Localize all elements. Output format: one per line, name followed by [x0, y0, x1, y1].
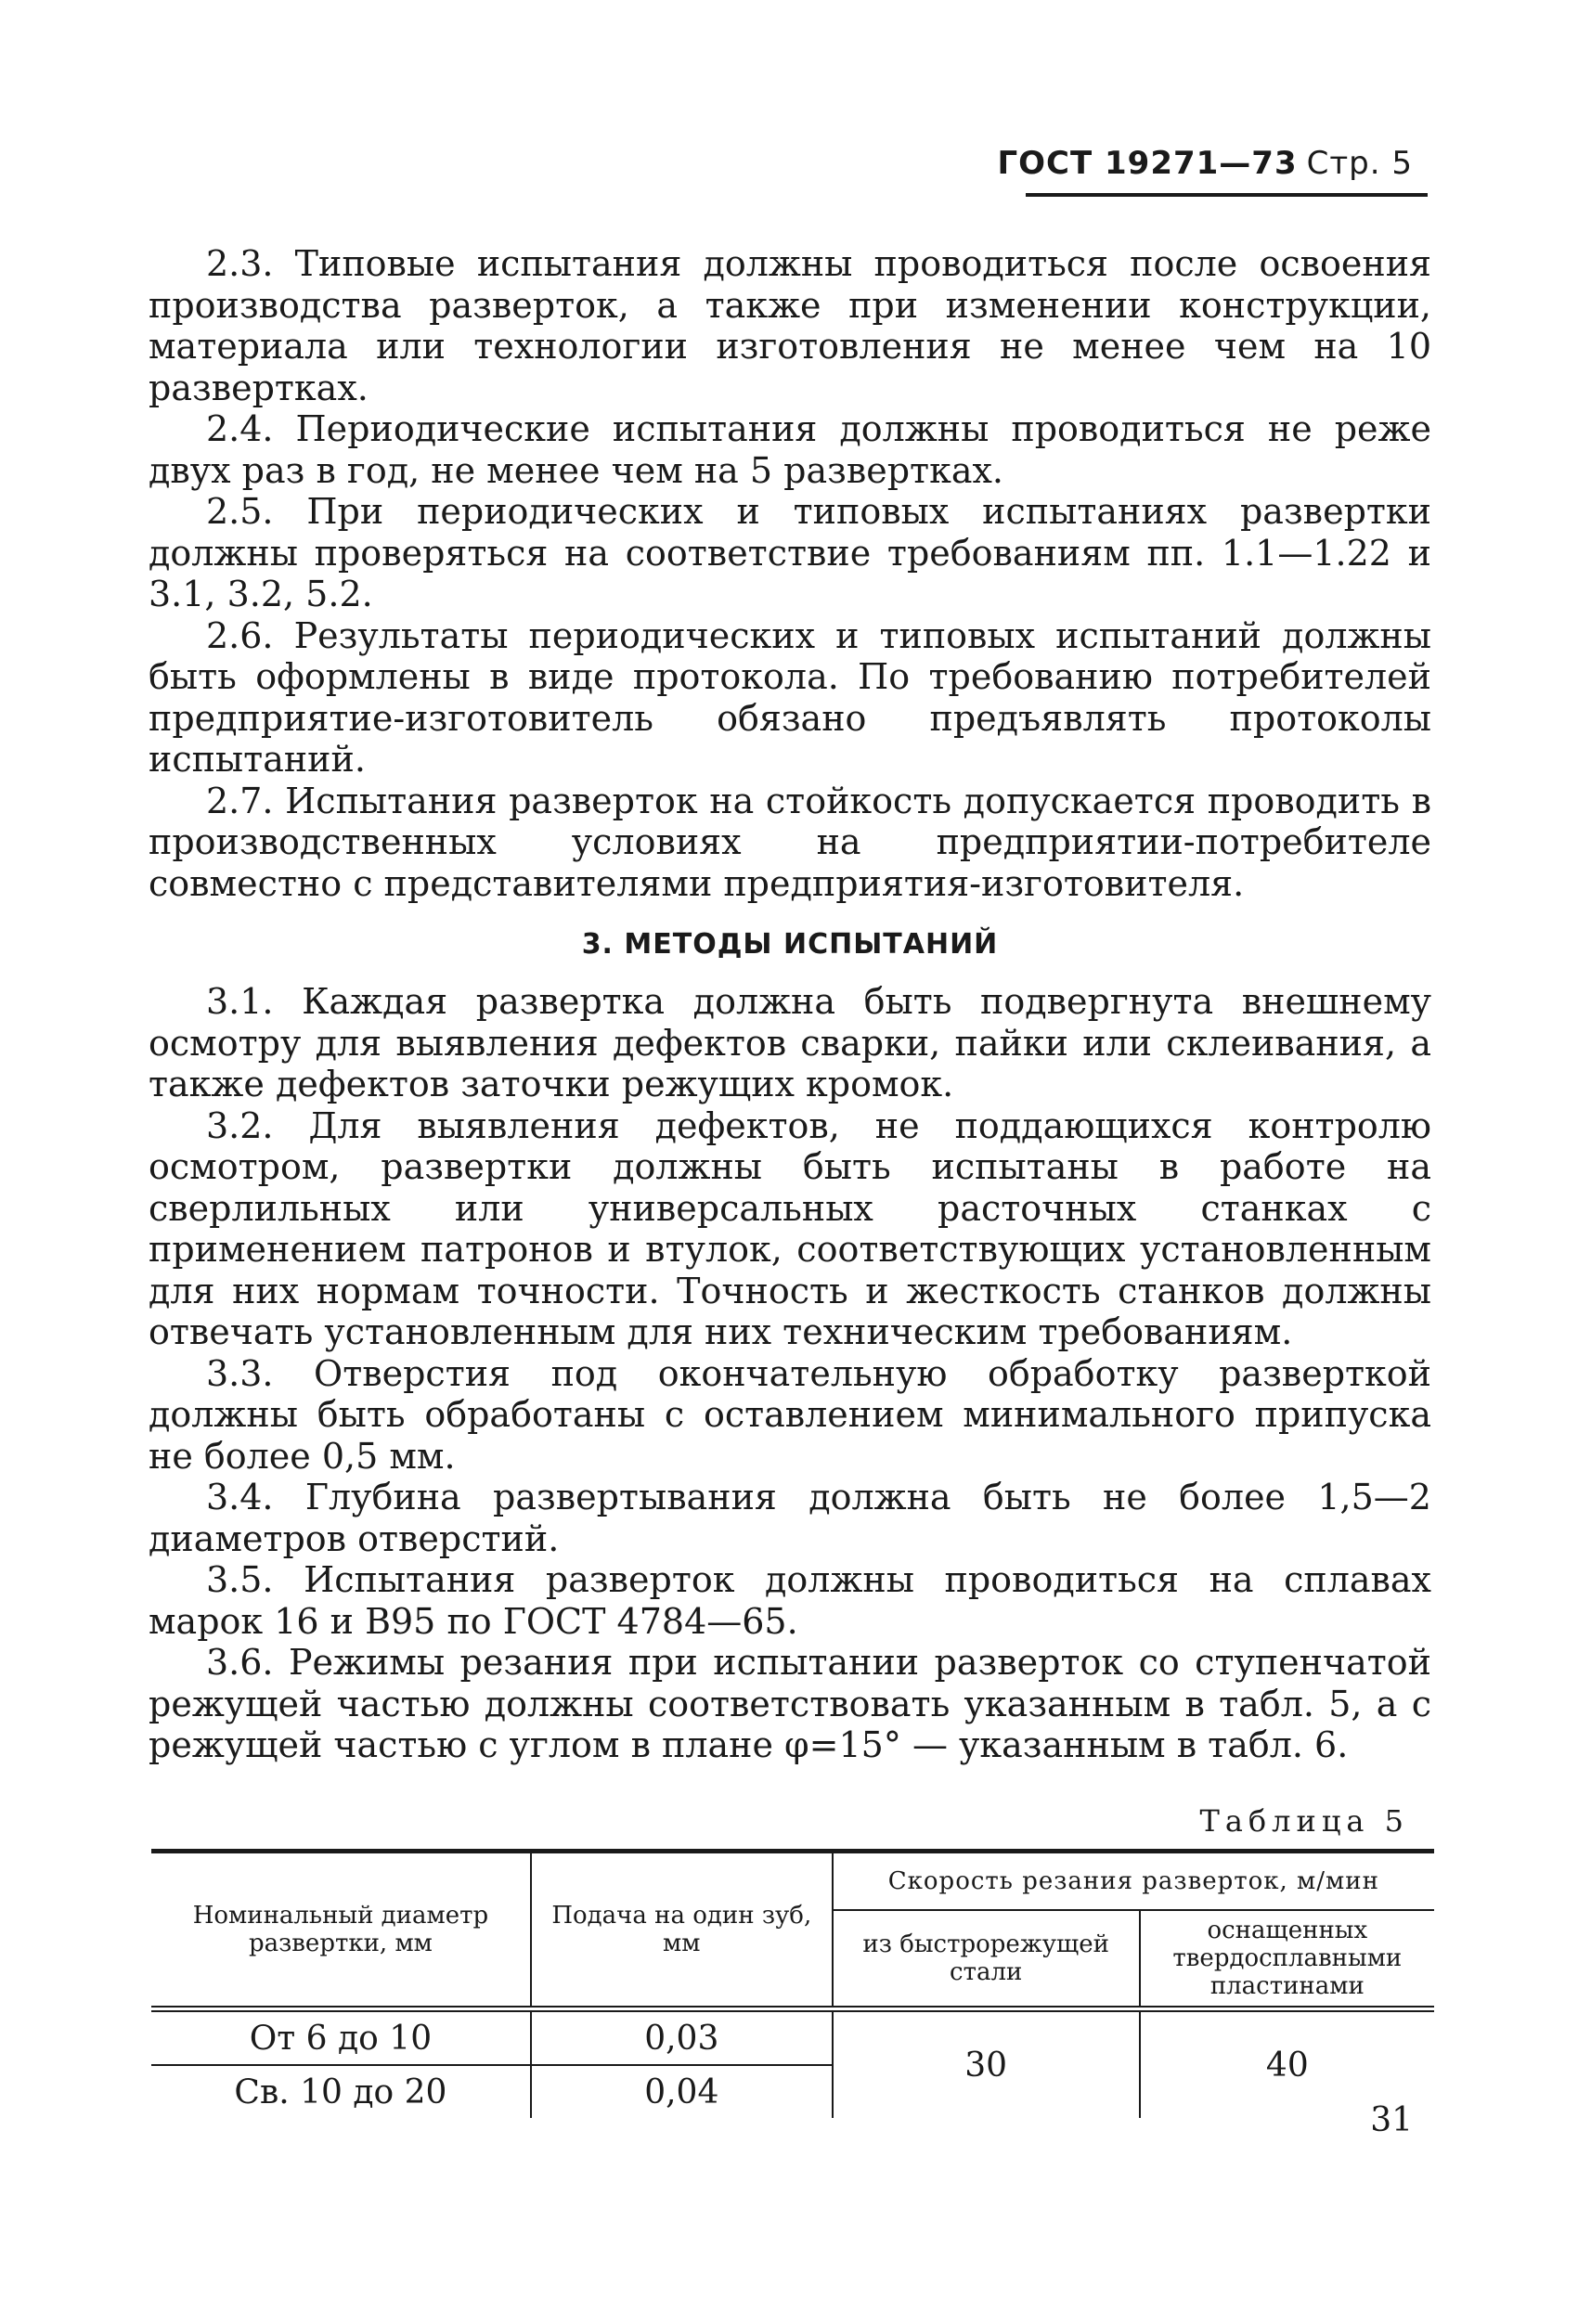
header-speed-carbide: оснащенных твердосплавными пластинами — [1140, 1910, 1434, 2009]
paragraph-3-1: 3.1. Каждая развертка должна быть подвергнута внешнему осмотру для выявления дефектов сварки, пайки или склеивания, а также дефектов заточки режущих кромок. — [149, 981, 1431, 1104]
cell-speed-carbide: 40 — [1140, 2009, 1434, 2119]
table-row — [151, 2009, 1434, 2066]
paragraph-2-4: 2.4. Периодические испытания должны проводиться не реже двух раз в год, не менее чем на 5 развертках. — [149, 408, 1431, 491]
page-number: 31 — [1370, 2101, 1413, 2139]
cell-diameter: От 6 до 10 — [151, 2009, 531, 2066]
header-page-label: Стр. 5 — [1306, 145, 1413, 182]
paragraph-2-6: 2.6. Результаты периодических и типовых испытаний должны быть оформлены в виде протокола. По требованию потребителей предприятие-изготовитель обязано предъявлять протоколы испытаний. — [149, 614, 1431, 780]
paragraph-3-2: 3.2. Для выявления дефектов, не поддающихся контролю осмотром, развертки должны быть испытаны в работе на сверлильных или универсальных расточных станках с применением патронов и втулок, соответствующих установленным для них нормам точности. Точность и жесткость станков должны отвечать установленным для них техническим требованиям. — [149, 1104, 1431, 1352]
paragraph-2-5: 2.5. При периодических и типовых испытаниях развертки должны проверяться на соответствие требованиям пп. 1.1—1.22 и 3.1, 3.2, 5.2. — [149, 491, 1431, 614]
paragraph-3-4: 3.4. Глубина развертывания должна быть не более 1,5—2 диаметров отверстий. — [149, 1477, 1431, 1559]
header-speed-group: Скорость резания разверток, м/мин — [833, 1852, 1434, 1911]
paragraph-2-7: 2.7. Испытания разверток на стойкость допускается проводить в производственных условиях на предприятии-потребителе совместно с представителями предприятия-изготовителя. — [149, 780, 1431, 904]
paragraph-3-3: 3.3. Отверстия под окончательную обработку разверткой должны быть обработаны с оставлением минимального припуска не более 0,5 мм. — [149, 1352, 1431, 1477]
section-title: 3. МЕТОДЫ ИСПЫТАНИЙ — [581, 928, 999, 961]
header-rule — [1026, 193, 1428, 197]
header-speed-hss: из быстрорежущей стали — [833, 1910, 1140, 2009]
body-text — [149, 243, 1431, 1766]
header-feed: Подача на один зуб, мм — [531, 1852, 833, 2009]
cell-diameter: Св. 10 до 20 — [234, 2072, 447, 2111]
header-doc-code: ГОСТ 19271—73 — [997, 145, 1298, 182]
cell-feed: 0,04 — [531, 2065, 833, 2118]
running-header — [997, 145, 1413, 182]
cell-feed: 0,03 — [531, 2009, 833, 2066]
table-caption: Таблица 5 — [1199, 1803, 1409, 1839]
paragraph-3-5: 3.5. Испытания разверток должны проводиться на сплавах марок 16 и В95 по ГОСТ 4784—65. — [149, 1559, 1431, 1642]
paragraph-2-3: 2.3. Типовые испытания должны проводиться после освоения производства разверток, а также при изменении конструкции, материала или технологии изготовления не менее чем на 10 развертках. — [149, 243, 1431, 408]
header-diameter: Номинальный диаметр развертки, мм — [151, 1852, 531, 2009]
cell-speed-hss: 30 — [833, 2009, 1140, 2119]
table-5 — [151, 1849, 1434, 2118]
paragraph-3-6: 3.6. Режимы резания при испытании разверток со ступенчатой режущей частью должны соответствовать указанным в табл. 5, а с режущей частью с углом в плане φ=15° — указанным в табл. 6. — [149, 1642, 1431, 1765]
